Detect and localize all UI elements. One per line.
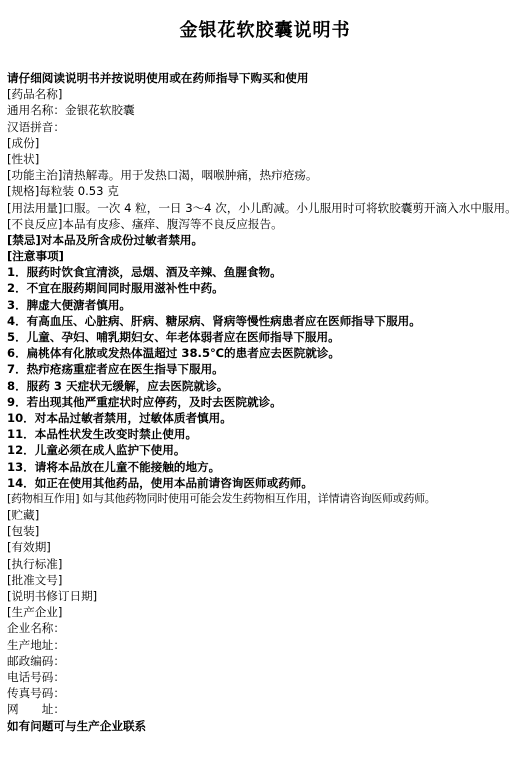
- document-line: 通用名称：金银花软胶囊: [7, 103, 135, 118]
- document-line: 8．服药 3 天症状无缓解，应去医院就诊。: [7, 378, 229, 393]
- document-line: [药品名称]: [7, 87, 63, 102]
- document-line: [生产企业]: [7, 605, 63, 620]
- document-line: 1．服药时饮食宜清淡，忌烟、酒及辛辣、鱼腥食物。: [7, 265, 282, 280]
- document-line: [性状]: [7, 151, 40, 166]
- document-line: 3．脾虚大便溏者慎用。: [7, 297, 132, 312]
- document-line: 生产地址：: [7, 637, 65, 652]
- document-line: [批准文号]: [7, 572, 63, 587]
- document-line: [药物相互作用] 如与其他药物同时使用可能会发生药物相互作用，详情请咨询医师或药师。: [7, 491, 436, 505]
- document-line: [用法用量]口服。一次 4 粒，一日 3～4 次，小儿酌减。小儿服用时可将软胶囊剪开滴入水中服用。: [7, 200, 517, 215]
- document-line: 如有问题可与生产企业联系: [7, 718, 147, 733]
- document-line: 6．扁桃体有化脓或发热体温超过 38.5℃的患者应去医院就诊。: [7, 346, 340, 361]
- document-line: 2．不宜在服药期间同时服用滋补性中药。: [7, 281, 224, 296]
- document-title: 金银花软胶囊说明书: [179, 20, 351, 41]
- document-line: 电话号码：: [7, 669, 65, 684]
- document-line: [有效期]: [7, 540, 51, 555]
- document-line: 4．有高血压、心脏病、肝病、糖尿病、肾病等慢性病患者应在医师指导下服用。: [7, 313, 421, 328]
- document-line: [贮藏]: [7, 508, 40, 523]
- document-line: [说明书修订日期]: [7, 589, 98, 603]
- document-line: 10．对本品过敏者禁用，过敏体质者慎用。: [7, 410, 232, 425]
- document-line: [执行标准]: [7, 556, 63, 571]
- document-line: [功能主治]清热解毒。用于发热口渴，咽喉肿痛，热疖疮疡。: [7, 168, 318, 183]
- document-line: 汉语拼音：: [7, 119, 65, 134]
- document-line: 14．如正在使用其他药品，使用本品前请咨询医师或药师。: [7, 475, 313, 490]
- document-line: 邮政编码：: [7, 653, 65, 668]
- document-line: 传真号码：: [7, 686, 65, 701]
- document-line: [包装]: [7, 524, 40, 539]
- document-line: [注意事项]: [7, 249, 64, 264]
- document-line: 5．儿童、孕妇、哺乳期妇女、年老体弱者应在医师指导下服用。: [7, 330, 340, 344]
- document-line: 企业名称：: [7, 621, 65, 636]
- document-body: [7, 70, 528, 734]
- document-line: 12．儿童必须在成人监护下使用。: [7, 443, 186, 458]
- document-line: 7．热疖疮疡重症者应在医生指导下服用。: [7, 362, 224, 377]
- document-line: [禁忌]对本品及所含成份过敏者禁用。: [7, 232, 204, 247]
- document-line: 请仔细阅读说明书并按说明使用或在药师指导下购买和使用: [7, 71, 309, 85]
- document-line: 9．若出现其他严重症状时应停药，及时去医院就诊。: [7, 394, 282, 409]
- document-line: 13．请将本品放在儿童不能接触的地方。: [7, 459, 221, 474]
- document-line: [成份]: [7, 135, 40, 150]
- document-line: 11．本品性状发生改变时禁止使用。: [7, 427, 198, 442]
- document-line: [规格]每粒装 0.53 克: [7, 184, 119, 199]
- document-line: [不良反应]本品有皮疹、瘙痒、腹泻等不良反应报告。: [7, 216, 283, 231]
- document-line: 网 址：: [7, 702, 65, 717]
